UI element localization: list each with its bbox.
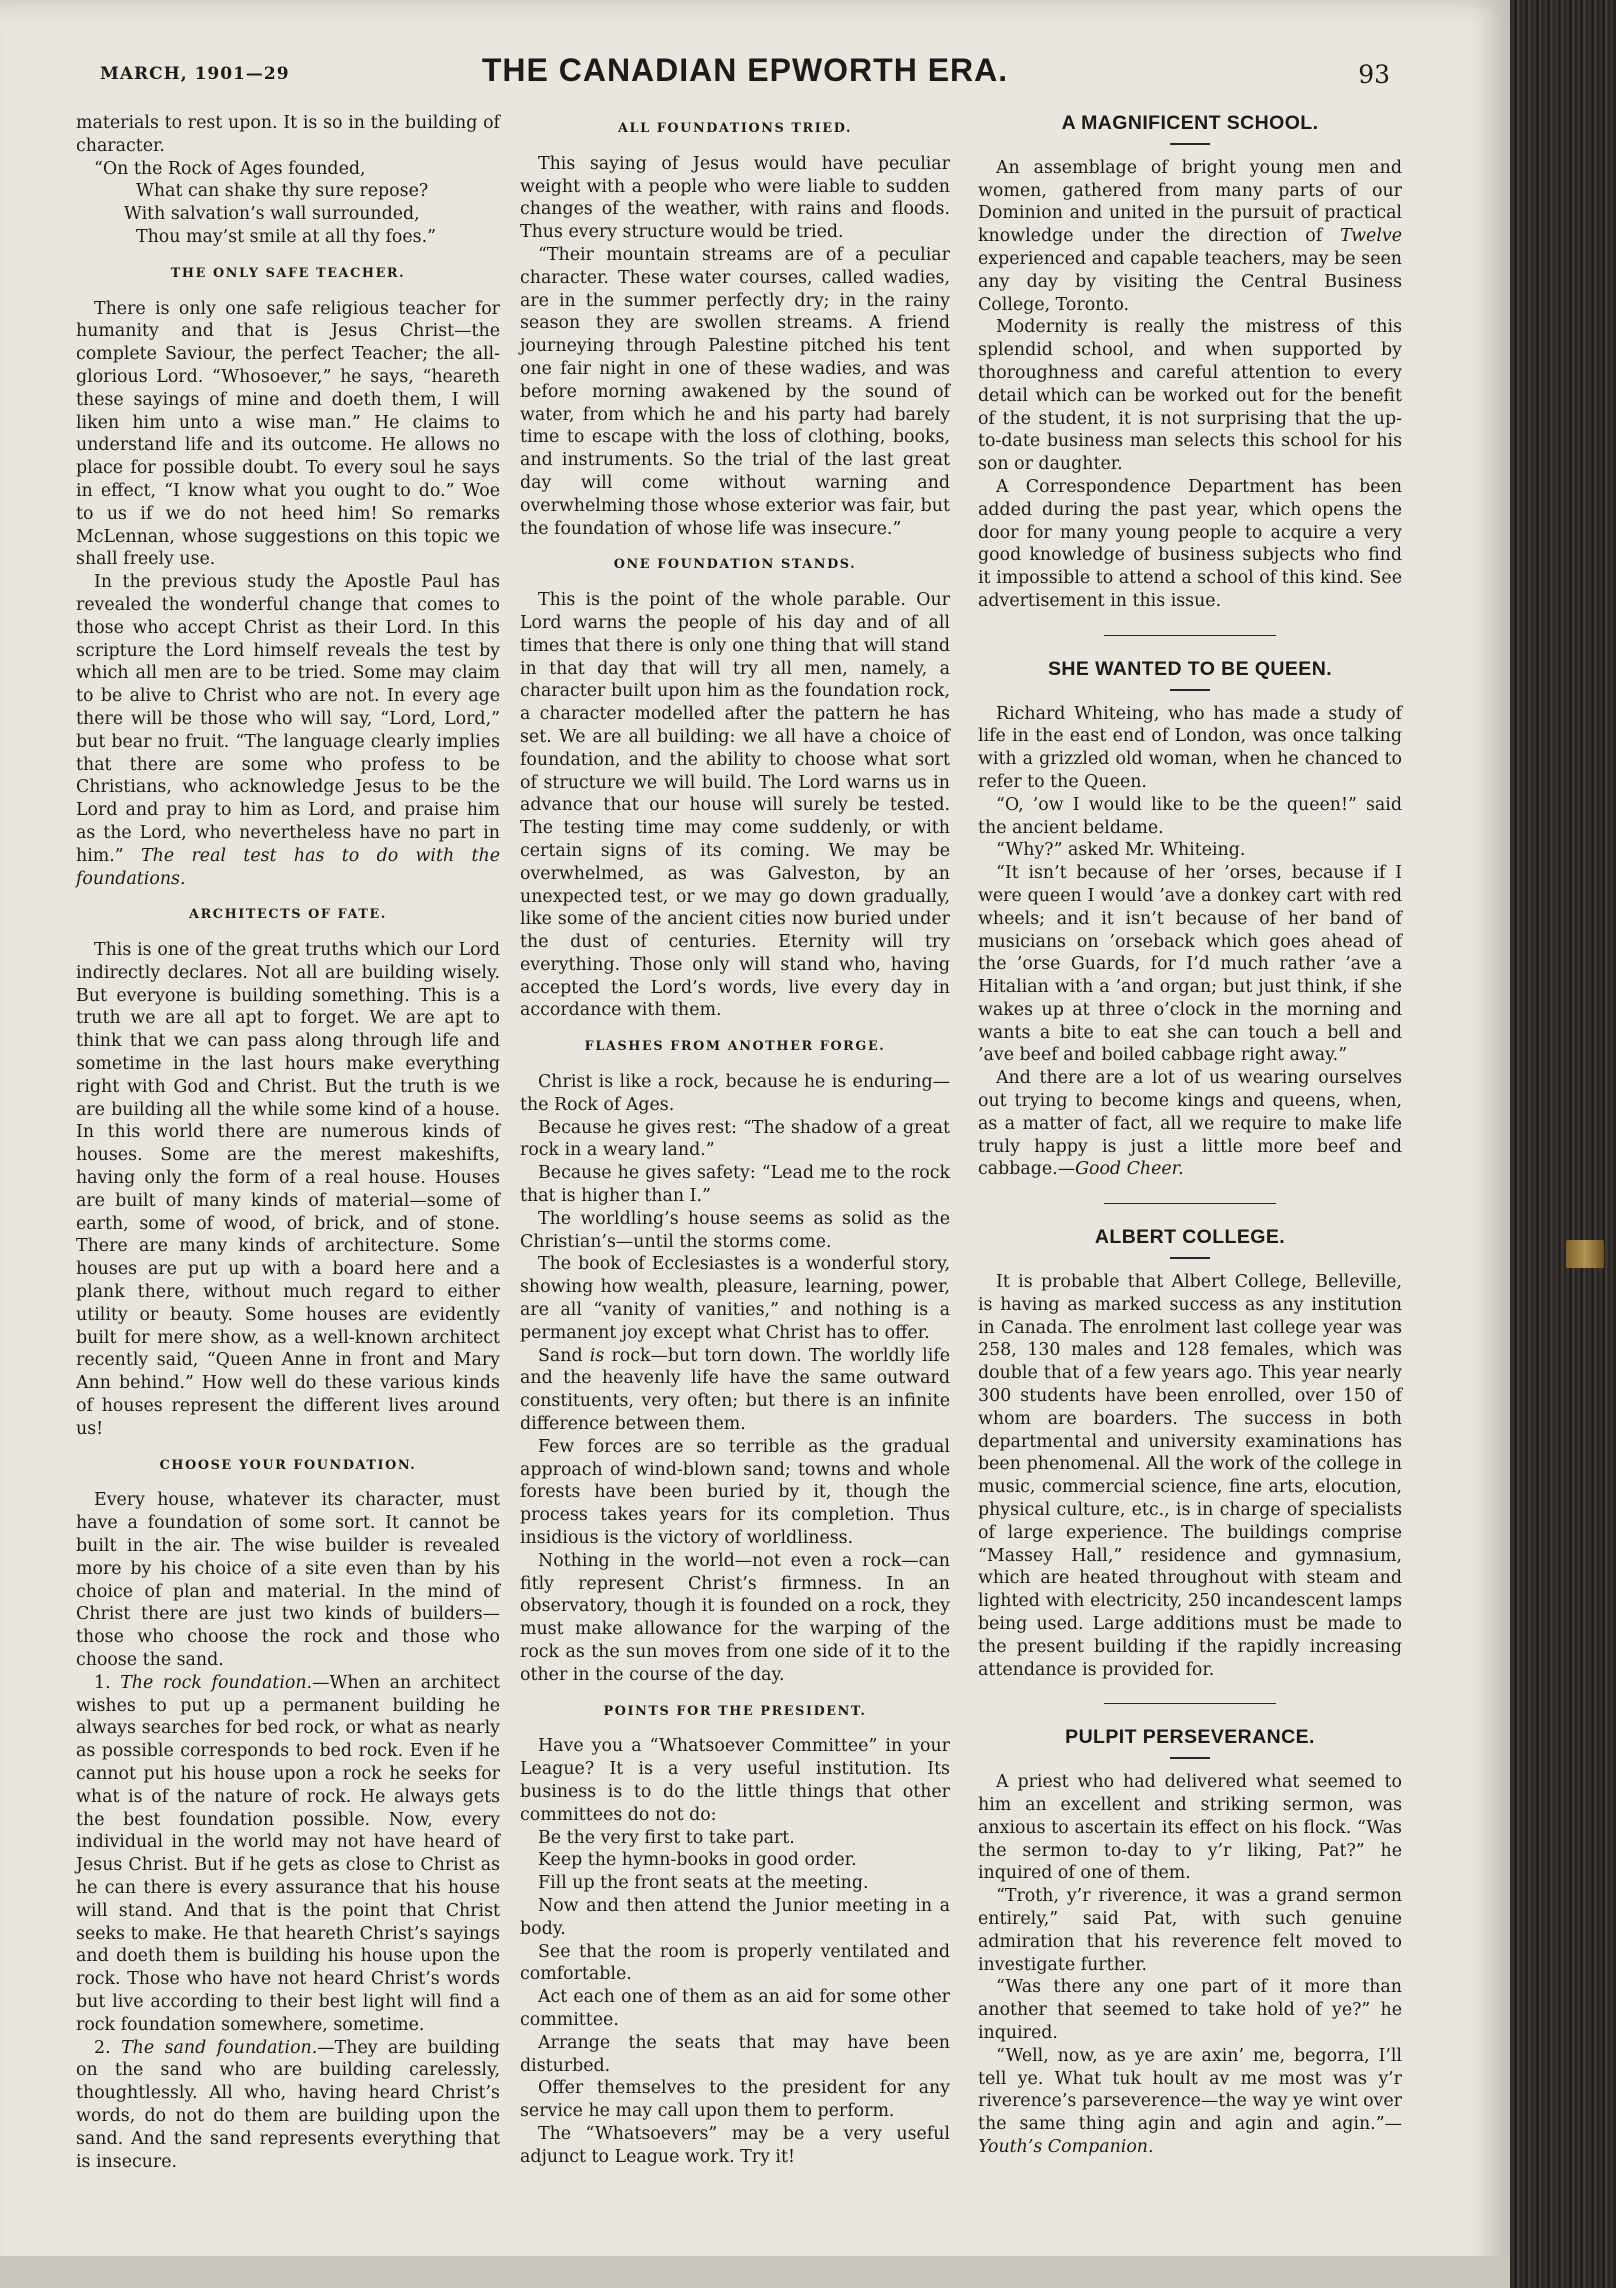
section-heading: POINTS FOR THE PRESIDENT. (603, 1703, 867, 1719)
paragraph: This saying of Jesus would have peculiar weight with a people who were liable to sudden changes of the weather, with rains and floods. Thus every structure would be tried. (520, 153, 950, 243)
paragraph (978, 157, 1402, 317)
paragraph: Every house, whatever its character, must have a foundation of some sort. It cannot be built in the air. The wise builder is revealed more by his choice of a site even than by his choice of plan and material. In the mind of Christ there are just two kinds of builders—those who choose the rock and those who choose the sand. (76, 1490, 500, 1670)
italic-text: The sand foundation. (121, 2037, 318, 2058)
paragraph: Arrange the seats that may have been disturbed. (520, 2032, 950, 2076)
paragraph: See that the room is properly ventilated and comfortable. (520, 1941, 950, 1985)
column-right (978, 112, 1402, 2159)
paragraph (76, 2037, 500, 2174)
paragraph: “It isn’t because of her ’orses, because if I were queen I would ’ave a donkey cart with red wheels; and it isn’t because of her band of musicians on ’orseback which goes ahead of the ’orse Guards, for I’d much rather ’ave a Hitalian with a ’and organ; but just think, if she wakes up at three o’clock in the morning and wants a bite to eat she can touch a bell and ’ave beef and boiled cabbage right away.” (978, 863, 1402, 1066)
article-heading: SHE WANTED TO BE QUEEN. (1047, 657, 1333, 680)
spine-texture (1510, 0, 1616, 2288)
paragraph: There is only one safe religious teacher for humanity and that is Jesus Christ—the complete Saviour, the perfect Teacher; the all-glorious Lord. “Whosoever,” he says, “heareth these sayings of mine and doeth them, I will liken him unto a wise man.” He claims to understand life and its outcome. He allows no place for possible doubt. To every soul he says in effect, “I know what you ought to do.” Woe to us if we do not heed him! So remarks McLennan, whose suggestions on this topic we shall freely use. (76, 298, 500, 570)
paragraph: “O, ’ow I would like to be the queen!” said the ancient beldame. (978, 794, 1402, 838)
paragraph-text: —When an architect wishes to put up a permanent building he always searches for bed rock, or what as nearly as possible corresponds to bed rock. Even if he cannot put his house upon a rock he seeks for what is of the nature of rock. He always gets the best foundation possible. Now, every individual in the world may not have heard of Jesus Christ. But if he gets as close to Christ as he can there is every assurance that his house will stand. And that is the point that Christ seeks to make. He that heareth Christ’s sayings and doeth them is building his house upon the rock. Those who have not heard Christ’s words but live according to their best light will find a rock foundation somewhere, sometime. (76, 1672, 500, 2035)
section-heading: CHOOSE YOUR FOUNDATION. (159, 1457, 417, 1473)
paragraph: The worldling’s house seems as solid as the Christian’s—until the storms come. (520, 1208, 950, 1252)
paragraph: Few forces are so terrible as the gradual approach of wind-blown sand; towns and whole forests have been buried by it, though the process takes years for its completion. Thus insidious is the victory of worldliness. (520, 1436, 950, 1549)
paragraph: Modernity is really the mistress of this splendid school, and when supported by thoroughness and careful attention to every detail which can be worked out for the benefit of the student, it is not surprising that the up-to-date business man selects this school for his son or daughter. (978, 317, 1402, 475)
paragraph: This is one of the great truths which our Lord indirectly declares. Not all are building wisely. But everyone is building something. This is a truth we are all apt to forget. We are apt to think that we can pass along through life and sometime in the last hours make everything right with God and Christ. But the truth is we are building all the while some kind of a house. In this world there are numerous kinds of houses. Some are the merest makeshifts, having only the form of a real house. Houses are built of many kinds of material—some of earth, some of wood, of brick, and of stone. There are many kinds of architecture. Some houses are put up with a board here and a plank there, without much regard to either utility or beauty. Some houses are evidently built for mere show, as a well-known architect recently said, “Queen Anne in front and Mary Ann behind.” How well do these various kinds of houses represent the different lives around us! (76, 940, 500, 1439)
verse-line: With salvation’s wall surrounded, (124, 204, 420, 225)
paragraph: The book of Ecclesiastes is a wonderful story, showing how wealth, pleasure, learning, power, are all “vanity of vanities,” and nothing is a permanent joy except what Christ has to offer. (520, 1254, 950, 1343)
paragraph: “Troth, y’r riverence, it was a grand sermon entirely,” said Pat, with such genuine admiration that his reverence felt moved to investigate further. (978, 1886, 1402, 1975)
paragraph (520, 1345, 950, 1436)
spine-ornament (1566, 1240, 1604, 1268)
page-bottom-edge (0, 2256, 1510, 2288)
paragraph: The “Whatsoevers” may be a very useful adjunct to League work. Try it! (520, 2123, 950, 2167)
verse-line: “On the Rock of Ages founded, (94, 158, 366, 179)
paragraph: It is probable that Albert College, Belleville, is having as marked success as any institution in Canada. The enrolment last college year was 258, 130 males and 128 females, which was double that of a few years ago. This year nearly 300 students have been enrolled, over 150 of whom are boarders. The success in both departmental and university examinations has been phenomenal. All the work of the college in music, commercial science, fine arts, elocution, physical culture, etc., is in charge of specialists of large experience. The buildings comprise “Massey Hall,” residence and gymnasium, which are heated throughout with steam and lighted with electricity, 250 incandescent lamps being used. Large additions must be made to the present building if the rapidly increasing attendance is provided for. (978, 1272, 1402, 1680)
paragraph-text: An assemblage of bright young men and women, gathered from many parts of our Dominion and united in the pursuit of practical knowledge under the direction of (978, 157, 1402, 247)
section-heading: ARCHITECTS OF FATE. (189, 907, 387, 923)
divider (1104, 1203, 1276, 1204)
item-number: 1. (94, 1672, 111, 1693)
divider (1104, 635, 1276, 636)
article-heading: PULPIT PERSEVERANCE. (1065, 1726, 1315, 1749)
paragraph: “Their mountain streams are of a peculiar character. These water courses, called wadies, are in the summer perfectly dry; in the rainy season they are swollen streams. A friend journeying through Palestine pitched his tent one fair night in one of these wadies, and was before morning awakened by the sound of water, from which he and his party had barely time to escape with the loss of clothing, books, and instruments. So the trial of the last great day will come without warning and overwhelming those whose exterior was fair, but the foundation of whose life was insecure.” (520, 244, 950, 539)
hymn-verse (94, 158, 500, 249)
section-heading: ALL FOUNDATIONS TRIED. (617, 121, 853, 136)
divider (1170, 1757, 1210, 1759)
italic-text: The rock foundation. (120, 1672, 313, 1693)
paragraph-text: experienced and capable teachers, may be seen any day by visiting the Central Business College, Toronto. (978, 248, 1402, 315)
verse-line: Thou may’st smile at all thy foes.” (136, 226, 436, 247)
paragraph: “Why?” asked Mr. Whiteing. (996, 840, 1246, 861)
paragraph: Richard Whiteing, who has made a study of life in the east end of London, was once talking with a grizzled old woman, when he chanced to refer to the Queen. (978, 703, 1402, 792)
source-credit: Youth’s Companion. (978, 2136, 1154, 2157)
divider (1104, 1703, 1276, 1704)
running-head (100, 52, 1390, 94)
paragraph: Keep the hymn-books in good order. (538, 1850, 857, 1871)
verse-line: What can shake thy sure repose? (136, 181, 429, 202)
paragraph: Now and then attend the Junior meeting in a body. (520, 1895, 950, 1939)
section-heading: FLASHES FROM ANOTHER FORGE. (584, 1039, 886, 1055)
paragraph: Nothing in the world—not even a rock—can fitly represent Christ’s firmness. In an observatory, though it is founded on a rock, they must make allowance for the warping of the rock as the sun moves from one side of it to the other in the course of the day. (520, 1550, 950, 1685)
paragraph-text: “Well, now, as ye are axin’ me, begorra, I’ll tell ye. What tuk hoult av me most was y’r riverence’s parseverence—the way ye wint over the same thing agin and agin and agin.”— (978, 2045, 1402, 2135)
divider (1170, 1257, 1210, 1259)
paragraph (76, 571, 500, 890)
paragraph: This is the point of the whole parable. Our Lord warns the people of his day and of all times that there is only one thing that will stand in that day that will try all men, namely, a character built upon him as the foundation rock, a character modelled after the pattern he has set. We are all building: we all have a choice of foundation, and the ability to choose what sort of structure we will build. The Lord warns us in advance that our house will surely be tested. The testing time may come suddenly, or with certain signs of its coming. We may be overwhelmed, as was Galveston, by an unexpected test, or we may go down gradually, like some of the ancient cities now buried under the dust of centuries. Eternity will try everything. Those only will stand who, having accepted the Lord’s words, live every day in accordance with them. (520, 590, 950, 1021)
paragraph-text: rock—but torn down. The worldly life and the heavenly life have the same outward constituents, very often; but there is an infinite difference between them. (520, 1345, 950, 1435)
paragraph: Fill up the front seats at the meeting. (538, 1873, 869, 1894)
italic-text: Twelve (1340, 226, 1402, 247)
column-left (76, 112, 500, 2173)
paragraph-text: Sand (538, 1345, 590, 1366)
column-middle (520, 112, 950, 2169)
paragraph-text: And there are a lot of us wearing ourselves out trying to become kings and queens, when, as a matter of fact, all we require to make life truly happy is just a little more beef and cabbage.— (978, 1068, 1402, 1180)
paragraph: Be the very first to take part. (538, 1827, 795, 1848)
source-credit: Good Cheer. (1075, 1159, 1184, 1180)
issue-date: MARCH, 1901—29 (100, 64, 290, 84)
paragraph (978, 2045, 1402, 2159)
paragraph-text: —They are building on the sand who are building carelessly, thoughtlessly. All who, having heard Christ’s words, do not do them are building upon the sand. And the sand represents everything that is insecure. (76, 2037, 500, 2172)
paragraph (978, 1067, 1402, 1181)
italic-text: is (589, 1345, 605, 1366)
paragraph: Act each one of them as an aid for some other committee. (520, 1987, 950, 2030)
section-heading: THE ONLY SAFE TEACHER. (170, 265, 406, 281)
section-heading: ONE FOUNDATION STANDS. (613, 557, 857, 573)
divider (1170, 143, 1210, 145)
paragraph (76, 1672, 500, 2037)
paragraph-text: In the previous study the Apostle Paul has revealed the wonderful change that comes to those who accept Christ as their Lord. In this scripture the Lord himself reveals the test by which all men are to be tried. Some may claim to be alive to Christ who are not. In every age there will be those who will say, “Lord, Lord,” but bear no fruit. “The language clearly implies that there are some who profess to be Christians, who acknowledge Jesus to be the Lord and pray to him as Lord, and praise him as the Lord, who nevertheless have no part in him.” (76, 572, 500, 866)
book-spine (1510, 0, 1616, 2288)
paragraph: Christ is like a rock, because he is enduring—the Rock of Ages. (520, 1072, 950, 1115)
paragraph: “Was there any one part of it more than another that seemed to take hold of ye?” he inquired. (978, 1977, 1402, 2043)
paragraph: materials to rest upon. It is so in the building of character. (76, 113, 500, 156)
paragraph: A priest who had delivered what seemed to him an excellent and striking sermon, was anxious to ascertain its effect on his flock. “Was the sermon to-day to y’r liking, Pat?” he inquired of one of them. (978, 1772, 1402, 1884)
page-number: 93 (1358, 60, 1390, 89)
magazine-title: THE CANADIAN EPWORTH ERA. (481, 52, 1009, 88)
paragraph: Have you a “Whatsoever Committee” in your League? It is a very useful institution. Its business is to do the little things that other committees do not do: (520, 1736, 950, 1825)
article-heading: ALBERT COLLEGE. (1094, 1226, 1286, 1249)
article-heading: A MAGNIFICENT SCHOOL. (1061, 112, 1319, 134)
italic-text: The real test has to do with the foundations. (76, 845, 501, 889)
paragraph: Offer themselves to the president for any service he may call upon them to perform. (520, 2078, 950, 2122)
paragraph: Because he gives safety: “Lead me to the rock that is higher than I.” (520, 1163, 950, 1207)
paragraph: A Correspondence Department has been added during the past year, which opens the door for many young people to acquire a very good knowledge of business subjects who find it impossible to attend a school of this kind. See advertisement in this issue. (978, 476, 1402, 611)
paragraph: Because he gives rest: “The shadow of a great rock in a weary land.” (520, 1117, 950, 1161)
item-number: 2. (94, 2037, 111, 2058)
divider (1170, 689, 1210, 691)
